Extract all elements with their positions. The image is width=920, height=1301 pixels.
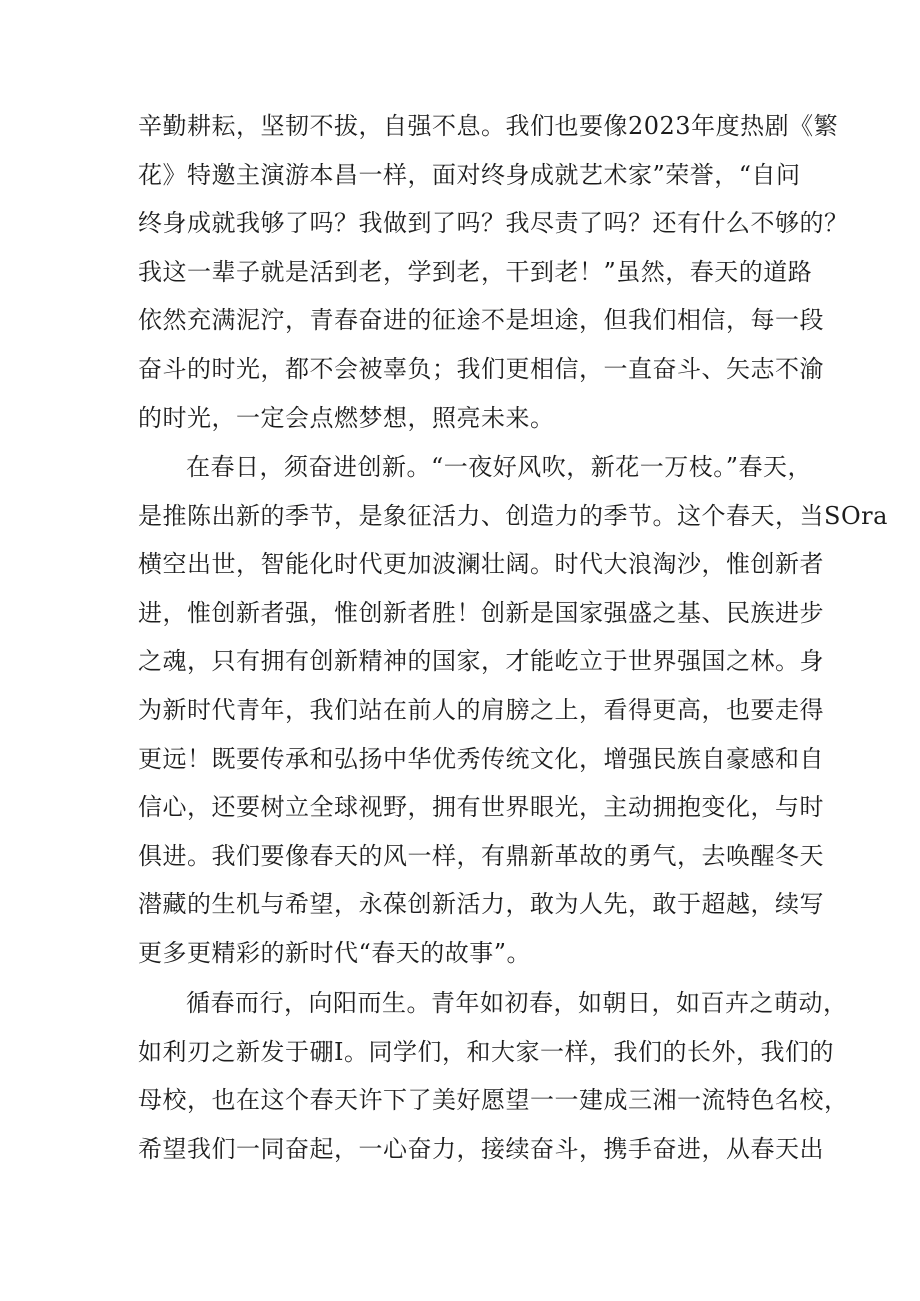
paragraph-line: 在春日，须奋进创新。“一夜好风吹，新花一万枝。”春天， (186, 453, 813, 481)
paragraph-line: 辛勤耕耘，坚韧不拔，自强不息。我们也要像2023年度热剧《繁 (138, 112, 839, 140)
paragraph-line: 更多更精彩的新时代“春天的故事”。 (138, 938, 532, 967)
paragraph-1 (138, 102, 849, 442)
paragraph-line: 循春而行，向阳而生。青年如初春，如朝日，如百卉之萌动， (186, 989, 848, 1017)
paragraph-line: 希望我们一同奋起，一心奋力，接续奋斗，携手奋进，从春天出 (138, 1134, 824, 1163)
paragraph-line: 横空出世，智能化时代更加波澜壮阔。时代大浪淘沙，惟创新者 (138, 550, 824, 579)
paragraph-line: 奋斗的时光，都不会被辜负；我们更相信，一直奋斗、矢志不渝 (138, 354, 824, 383)
paragraph-line: 花》特邀主演游本昌一样，面对终身成就艺术家”荣誉，“自问 (138, 160, 801, 189)
paragraph-line: 为新时代青年，我们站在前人的肩膀之上，看得更高，也要走得 (138, 695, 824, 724)
paragraph-line: 的时光，一定会点燃梦想，照亮未来。 (138, 403, 555, 432)
paragraph-line: 进，惟创新者强，惟创新者胜！创新是国家强盛之基、民族进步 (138, 598, 824, 627)
paragraph-3 (138, 979, 849, 1173)
paragraph-line: 之魂，只有拥有创新精神的国家，才能屹立于世界强国之林。身 (138, 647, 824, 676)
paragraph-line: 母校，也在这个春天许下了美好愿望一一建成三湘一流特色名校， (138, 1086, 849, 1115)
paragraph-line: 如利刃之新发于硼I。同学们，和大家一样，我们的长外，我们的 (138, 1037, 834, 1066)
paragraph-line: 终身成就我够了吗？我做到了吗？我尽责了吗？还有什么不够的？ (138, 209, 849, 238)
paragraph-line: 我这一辈子就是活到老，学到老，干到老！”虽然，春天的道路 (138, 257, 813, 286)
paragraph-line: 信心，还要树立全球视野，拥有世界眼光，主动拥抱变化，与时 (138, 793, 824, 822)
paragraph-line: 潜藏的生机与希望，永葆创新活力，敢为人先，敢于超越，续写 (138, 890, 824, 919)
paragraph-line: 是推陈出新的季节，是象征活力、创造力的季节。这个春天，当SOra (138, 501, 888, 530)
paragraph-2 (138, 443, 888, 978)
paragraph-line: 更远！既要传承和弘扬中华优秀传统文化，增强民族自豪感和自 (138, 744, 824, 773)
paragraph-line: 依然充满泥泞，青春奋进的征途不是坦途，但我们相信，每一段 (138, 306, 824, 335)
paragraph-line: 俱进。我们要像春天的风一样，有鼎新革故的勇气，去唤醒冬天 (138, 841, 824, 870)
